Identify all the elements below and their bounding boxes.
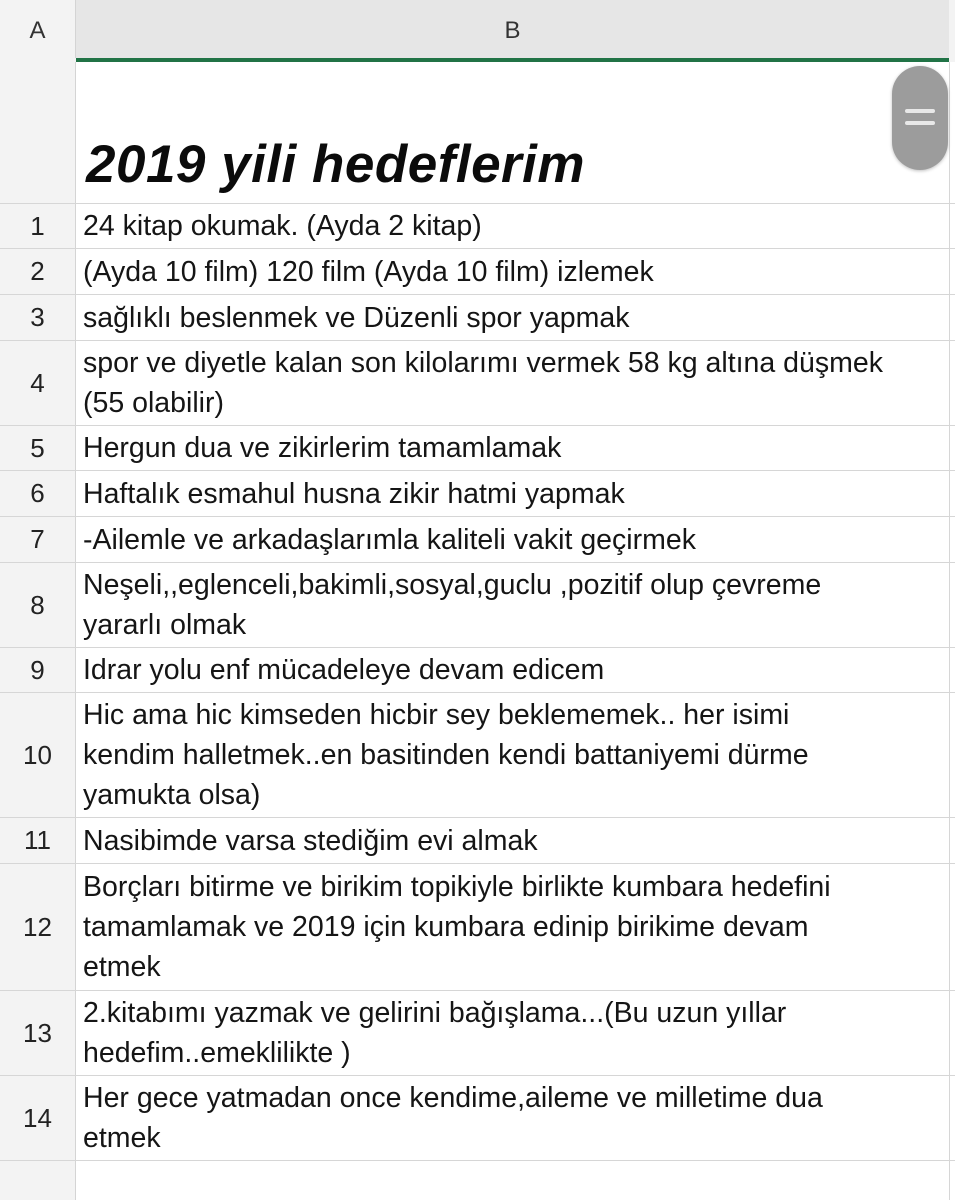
- table-row: [0, 471, 955, 517]
- table-row: [0, 249, 955, 295]
- scrollbar-thumb[interactable]: [892, 66, 948, 170]
- goal-cell[interactable]: sağlıklı beslenmek ve Düzenli spor yapmak: [83, 301, 630, 334]
- row-header[interactable]: 2: [0, 249, 76, 294]
- row-header[interactable]: 5: [0, 426, 76, 470]
- row-header[interactable]: 3: [0, 295, 76, 340]
- goal-cell[interactable]: Hic ama hic kimseden hicbir sey beklememek.. her isimi kendim halletmek..en basitinden kendi battaniyemi dürme yamukta olsa): [83, 699, 809, 811]
- column-b-right-border: [949, 62, 950, 1200]
- table-row: [0, 991, 955, 1076]
- table-row: [0, 864, 955, 991]
- table-row: [0, 426, 955, 471]
- goal-cell[interactable]: Borçları bitirme ve birikim topikiyle birlikte kumbara hedefini tamamlamak ve 2019 için kumbara edinip birikime devam etmek: [83, 871, 831, 983]
- row-header[interactable]: 8: [0, 563, 76, 647]
- row-header[interactable]: 4: [0, 341, 76, 425]
- column-header-a[interactable]: A: [0, 0, 76, 58]
- goal-cell[interactable]: spor ve diyetle kalan son kilolarımı vermek 58 kg altına düşmek (55 olabilir): [83, 347, 883, 419]
- row-header[interactable]: 13: [0, 991, 76, 1075]
- goal-cell[interactable]: (Ayda 10 film) 120 film (Ayda 10 film) izlemek: [83, 255, 654, 288]
- table-row: [0, 818, 955, 864]
- column-header-bar: [0, 0, 955, 62]
- table-row: [0, 517, 955, 563]
- grip-line-icon: [905, 121, 935, 125]
- grip-line-icon: [905, 109, 935, 113]
- row-header[interactable]: 6: [0, 471, 76, 516]
- table-row: [0, 1161, 955, 1200]
- table-row: [0, 693, 955, 818]
- row-header[interactable]: 14: [0, 1076, 76, 1160]
- row-header[interactable]: 12: [0, 864, 76, 990]
- table-row: [0, 1076, 955, 1161]
- row-header[interactable]: 1: [0, 204, 76, 248]
- sheet-title-cell[interactable]: 2019 yili hedeflerim: [86, 135, 586, 194]
- table-row: [0, 648, 955, 693]
- goal-cell[interactable]: 2.kitabımı yazmak ve gelirini bağışlama...(Bu uzun yıllar hedefim..emeklilikte ): [83, 997, 787, 1069]
- goal-cell[interactable]: Haftalık esmahul husna zikir hatmi yapmak: [83, 477, 625, 510]
- column-header-b[interactable]: B: [76, 0, 949, 62]
- row-header[interactable]: [0, 1161, 76, 1200]
- goal-cell[interactable]: Idrar yolu enf mücadeleye devam edicem: [83, 654, 605, 686]
- row-header[interactable]: 11: [0, 818, 76, 863]
- table-row: [0, 204, 955, 249]
- goal-cell[interactable]: [83, 1161, 947, 1200]
- row-header[interactable]: [0, 62, 76, 203]
- goal-cell[interactable]: -Ailemle ve arkadaşlarımla kaliteli vakit geçirmek: [83, 523, 696, 556]
- goal-cell[interactable]: 24 kitap okumak. (Ayda 2 kitap): [83, 210, 482, 242]
- goal-cell[interactable]: Neşeli,,eglenceli,bakimli,sosyal,guclu ,pozitif olup çevreme yararlı olmak: [83, 569, 822, 641]
- row-header[interactable]: 9: [0, 648, 76, 692]
- title-row: [0, 62, 955, 204]
- goal-cell[interactable]: Hergun dua ve zikirlerim tamamlamak: [83, 432, 562, 464]
- table-row: [0, 563, 955, 648]
- table-row: [0, 295, 955, 341]
- row-header[interactable]: 7: [0, 517, 76, 562]
- goal-cell[interactable]: Her gece yatmadan once kendime,aileme ve milletime dua etmek: [83, 1082, 823, 1154]
- row-header[interactable]: 10: [0, 693, 76, 817]
- table-row: [0, 341, 955, 426]
- goal-cell[interactable]: Nasibimde varsa stediğim evi almak: [83, 824, 538, 857]
